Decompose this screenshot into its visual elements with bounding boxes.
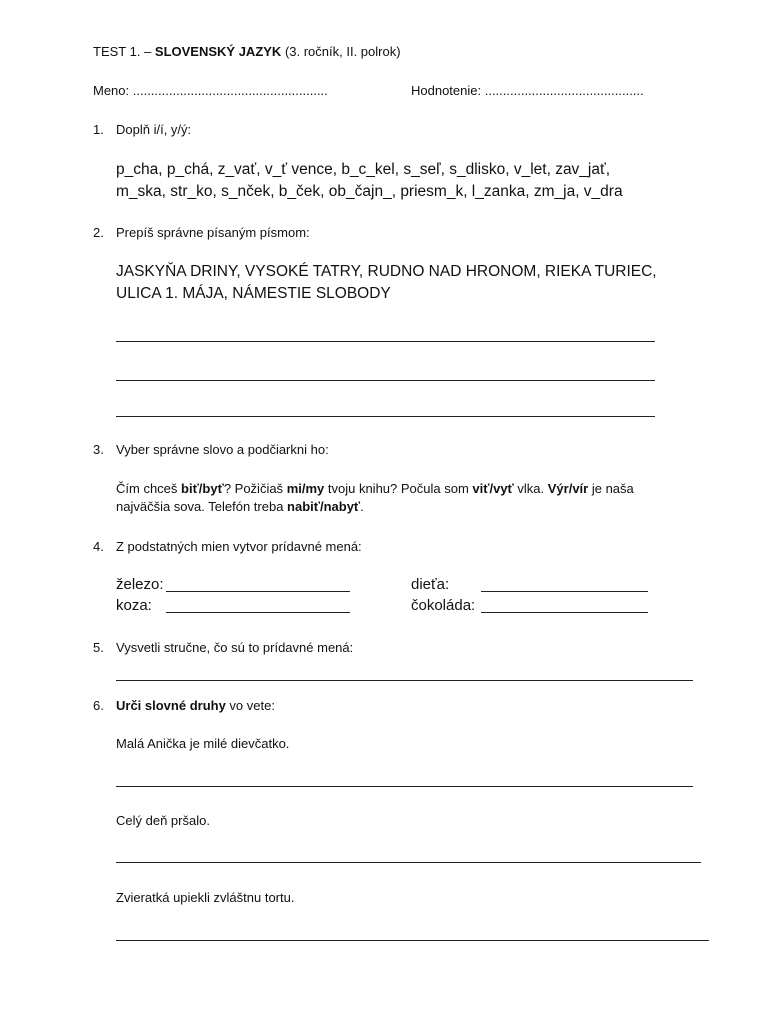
answer-line[interactable] [116,380,655,381]
word-koza: koza: [116,597,152,614]
answer-line[interactable] [166,591,350,592]
task-1-line-2: m_ska, str_ko, s_nček, b_ček, ob_čajn_, priesm_k, l_zanka, zm_ja, v_dra [116,183,623,200]
choice-biť-byť[interactable]: biť/byť [181,481,224,496]
answer-line[interactable] [116,416,655,417]
task-2-line-1: JASKYŇA DRINY, VYSOKÉ TATRY, RUDNO NAD HRONOM, RIEKA TURIEC, [116,263,657,280]
word-dieta: dieťa: [411,576,450,593]
grade-info: (3. ročník, II. polrok) [281,44,401,59]
task-6-instruction [116,698,275,713]
task-2-number: 2. [93,225,104,240]
answer-line[interactable] [116,862,701,863]
task-5-instruction: Vysvetli stručne, čo sú to prídavné mená: [116,640,354,655]
task-1-instruction: Doplň i/í, y/ý: [116,122,192,137]
text: vlka. [513,481,548,496]
answer-line[interactable] [166,612,350,613]
answer-line[interactable] [116,940,709,941]
text: . [360,499,364,514]
instruction-bold: Urči slovné druhy [116,698,226,713]
task-4-number: 4. [93,539,104,554]
task-5-number: 5. [93,640,104,655]
text: tvoju knihu? Počula som [324,481,473,496]
task-3-sentence-line-1 [116,481,634,496]
choice-mi-my[interactable]: mi/my [286,481,325,496]
task-3-number: 3. [93,442,104,457]
test-label: TEST 1. – [93,44,155,59]
sentence-3: Zvieratká upiekli zvláštnu tortu. [116,890,295,905]
answer-line[interactable] [116,680,693,681]
choice-výr-vír[interactable]: Výr/vír [547,481,589,496]
answer-line[interactable] [116,786,693,787]
task-6-number: 6. [93,698,104,713]
task-4-instruction: Z podstatných mien vytvor prídavné mená: [116,539,362,554]
answer-line[interactable] [116,341,655,342]
text: ? Požičiaš [223,481,287,496]
sentence-2: Celý deň pršalo. [116,813,210,828]
evaluation-field[interactable]: Hodnotenie: ............................................ [411,83,644,98]
word-cokolada: čokoláda: [411,597,476,614]
test-header [93,44,401,59]
task-3-sentence-line-2 [116,499,364,514]
sentence-1: Malá Anička je milé dievčatko. [116,736,290,751]
instruction-rest: vo vete: [225,698,275,713]
word-zelezo: železo: [116,576,164,593]
answer-line[interactable] [481,612,648,613]
task-2-line-2: ULICA 1. MÁJA, NÁMESTIE SLOBODY [116,285,391,302]
choice-viť-vyť[interactable]: viť/vyť [472,481,514,496]
task-1-line-1: p_cha, p_chá, z_vať, v_ť vence, b_c_kel, s_seľ, s_dlisko, v_let, zav_jať, [116,161,611,178]
text: je naša [588,481,634,496]
name-field[interactable]: Meno: ...................................................... [93,83,328,98]
subject-title: SLOVENSKÝ JAZYK [154,44,282,59]
choice-nabiť-nabyť[interactable]: nabiť/nabyť [287,499,361,514]
task-2-instruction: Prepíš správne písaným písmom: [116,225,310,240]
text: Čím chceš [116,481,182,496]
text: najväčšia sova. Telefón treba [116,499,288,514]
answer-line[interactable] [481,591,648,592]
task-1-number: 1. [93,122,104,137]
task-3-instruction: Vyber správne slovo a podčiarkni ho: [116,442,329,457]
